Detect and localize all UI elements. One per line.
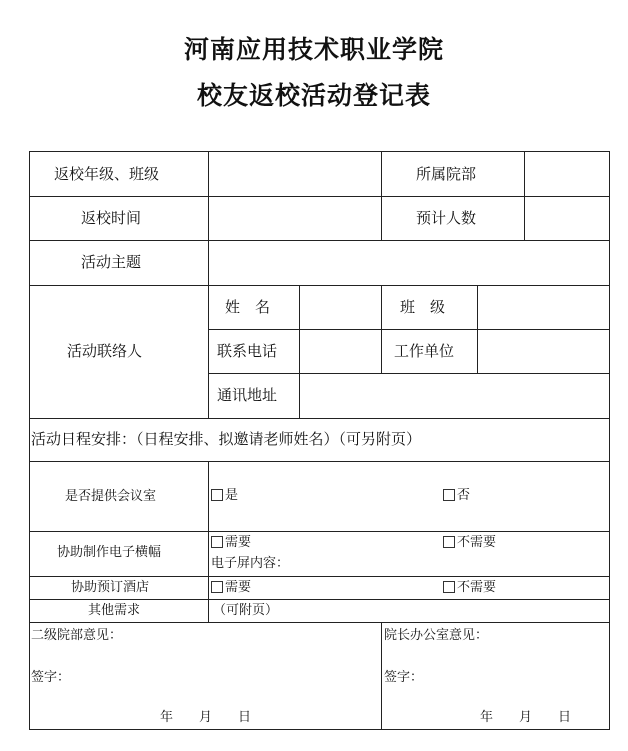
form-title-institution: 河南应用技术职业学院	[183, 35, 444, 64]
signature-left-label: 签字：	[31, 670, 71, 685]
banner-label: 协助制作电子横幅	[57, 545, 162, 560]
address-label: 通讯地址	[217, 386, 278, 404]
phone-label: 联系电话	[217, 342, 278, 360]
banner-need-label: 需要	[225, 535, 252, 550]
grade-class-label: 返校年级、班级	[54, 165, 160, 183]
checkbox-icon[interactable]	[443, 489, 455, 501]
meeting-room-label: 是否提供会议室	[65, 489, 157, 504]
checkbox-icon[interactable]	[211, 581, 223, 593]
checkbox-icon[interactable]	[211, 489, 223, 501]
dean-office-opinion-label: 院长办公室意见：	[384, 628, 489, 643]
contact-person-label: 活动联络人	[67, 342, 143, 360]
class-label: 班 级	[400, 298, 446, 316]
checkbox-icon[interactable]	[211, 536, 223, 548]
signature-right-label: 签字：	[384, 670, 424, 685]
hotel-no-need-option[interactable]	[443, 580, 496, 596]
meeting-no-option[interactable]	[443, 488, 470, 504]
name-label: 姓 名	[225, 298, 271, 316]
hotel-need-label: 需要	[225, 580, 252, 595]
return-time-label: 返校时间	[81, 209, 142, 227]
dept-opinion-label: 二级院部意见：	[31, 628, 123, 643]
hotel-need-option[interactable]	[211, 580, 251, 596]
checkbox-icon[interactable]	[443, 536, 455, 548]
form-title-name: 校友返校活动登记表	[196, 81, 431, 110]
screen-content-label: 电子屏内容：	[211, 556, 290, 571]
schedule-label: 活动日程安排：（日程安排、拟邀请老师姓名）（可另附页）	[31, 430, 422, 448]
meeting-yes-label: 是	[225, 488, 239, 503]
other-needs-label: 其他需求	[88, 603, 141, 618]
hotel-no-need-label: 不需要	[457, 580, 497, 595]
banner-no-need-label: 不需要	[457, 535, 497, 550]
department-label: 所属院部	[416, 165, 477, 183]
meeting-yes-option[interactable]	[211, 488, 238, 504]
banner-need-option[interactable]	[211, 535, 251, 551]
meeting-no-label: 否	[457, 488, 471, 503]
checkbox-icon[interactable]	[443, 581, 455, 593]
other-needs-note: （可附页）	[213, 603, 279, 618]
expected-count-label: 预计人数	[416, 209, 477, 227]
date-right-label: 年 月 日	[480, 710, 572, 725]
work-unit-label: 工作单位	[394, 342, 455, 360]
hotel-label: 协助预订酒店	[71, 580, 150, 595]
banner-no-need-option[interactable]	[443, 535, 496, 551]
activity-theme-label: 活动主题	[81, 253, 142, 271]
date-left-label: 年 月 日	[160, 710, 252, 725]
